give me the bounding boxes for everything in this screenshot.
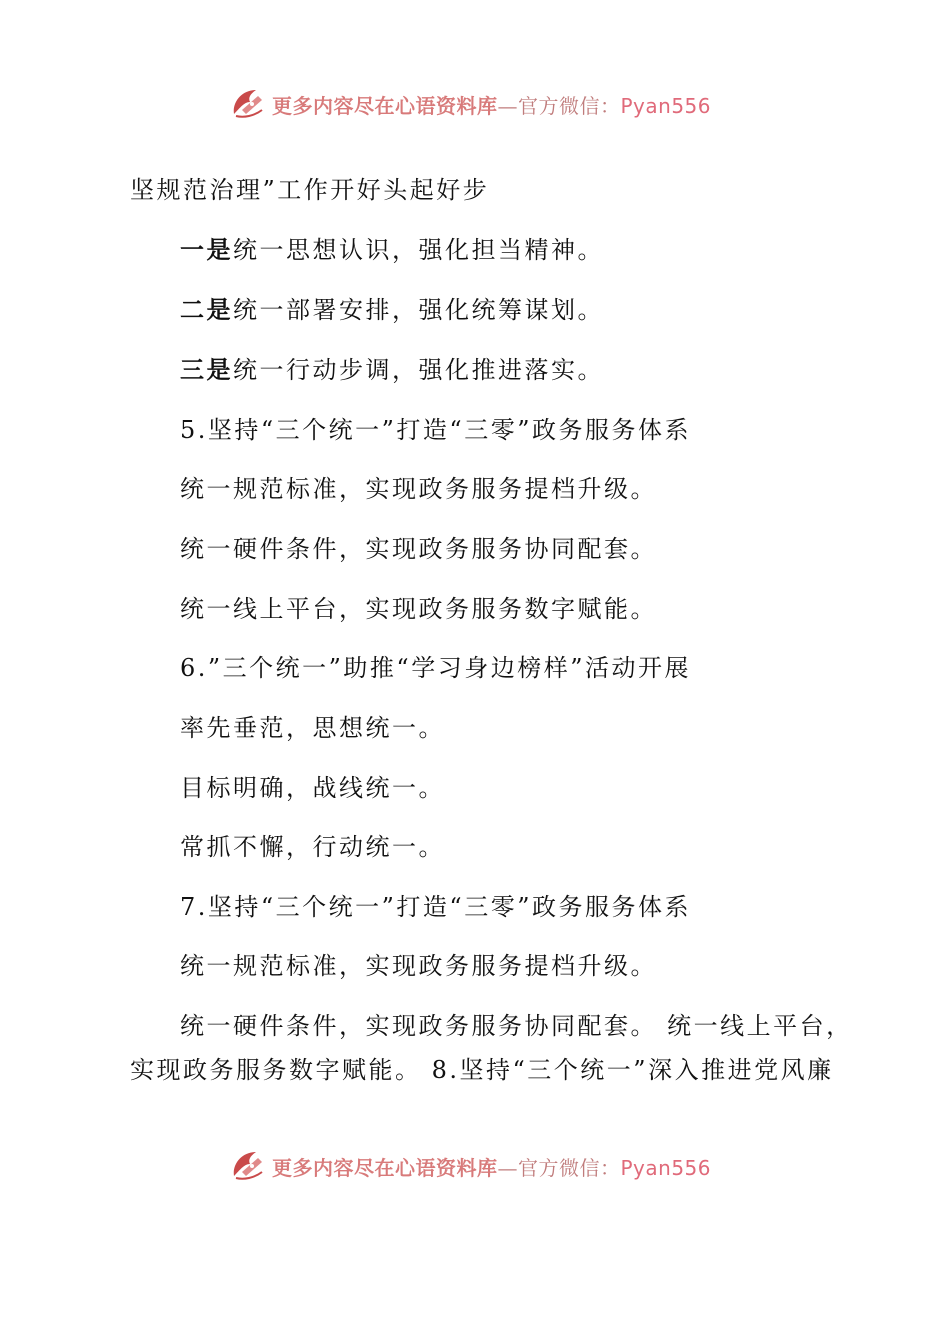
section-heading: 6.”三个统一”助推“学习身边榜样”活动开展 [180, 654, 691, 682]
text-line: 目标明确，战线统一。 [180, 774, 445, 802]
text-line: 统一硬件条件，实现政务服务协同配套。 统一线上平台， [180, 1012, 853, 1040]
pen-nib-logo-icon [228, 84, 268, 124]
text-line: 二是统一部署安排，强化统筹谋划。 [180, 295, 604, 324]
watermark-text: 更多内容尽在心语资料库—官方微信：Pyan556 [272, 93, 712, 118]
header-watermark [228, 84, 748, 124]
text-line: 三是统一行动步调，强化推进落实。 [180, 355, 604, 384]
text-line: 实现政务服务数字赋能。 8.坚持“三个统一”深入推进党风廉 [130, 1056, 834, 1084]
text-line: 坚规范治理”工作开好头起好步 [130, 176, 490, 204]
text-line: 统一线上平台，实现政务服务数字赋能。 [180, 595, 657, 623]
watermark-text: 更多内容尽在心语资料库—官方微信：Pyan556 [272, 1155, 712, 1180]
section-heading: 7.坚持“三个统一”打造“三零”政务服务体系 [180, 893, 691, 921]
text-line: 率先垂范，思想统一。 [180, 714, 445, 742]
text-line: 一是统一思想认识，强化担当精神。 [180, 235, 604, 264]
text-line: 常抓不懈，行动统一。 [180, 833, 445, 861]
section-heading: 5.坚持“三个统一”打造“三零”政务服务体系 [180, 416, 691, 444]
text-line: 统一硬件条件，实现政务服务协同配套。 [180, 535, 657, 563]
text-line: 统一规范标准，实现政务服务提档升级。 [180, 952, 657, 980]
text-line: 统一规范标准，实现政务服务提档升级。 [180, 475, 657, 503]
pen-nib-logo-icon [228, 1146, 268, 1186]
footer-watermark [228, 1146, 748, 1186]
